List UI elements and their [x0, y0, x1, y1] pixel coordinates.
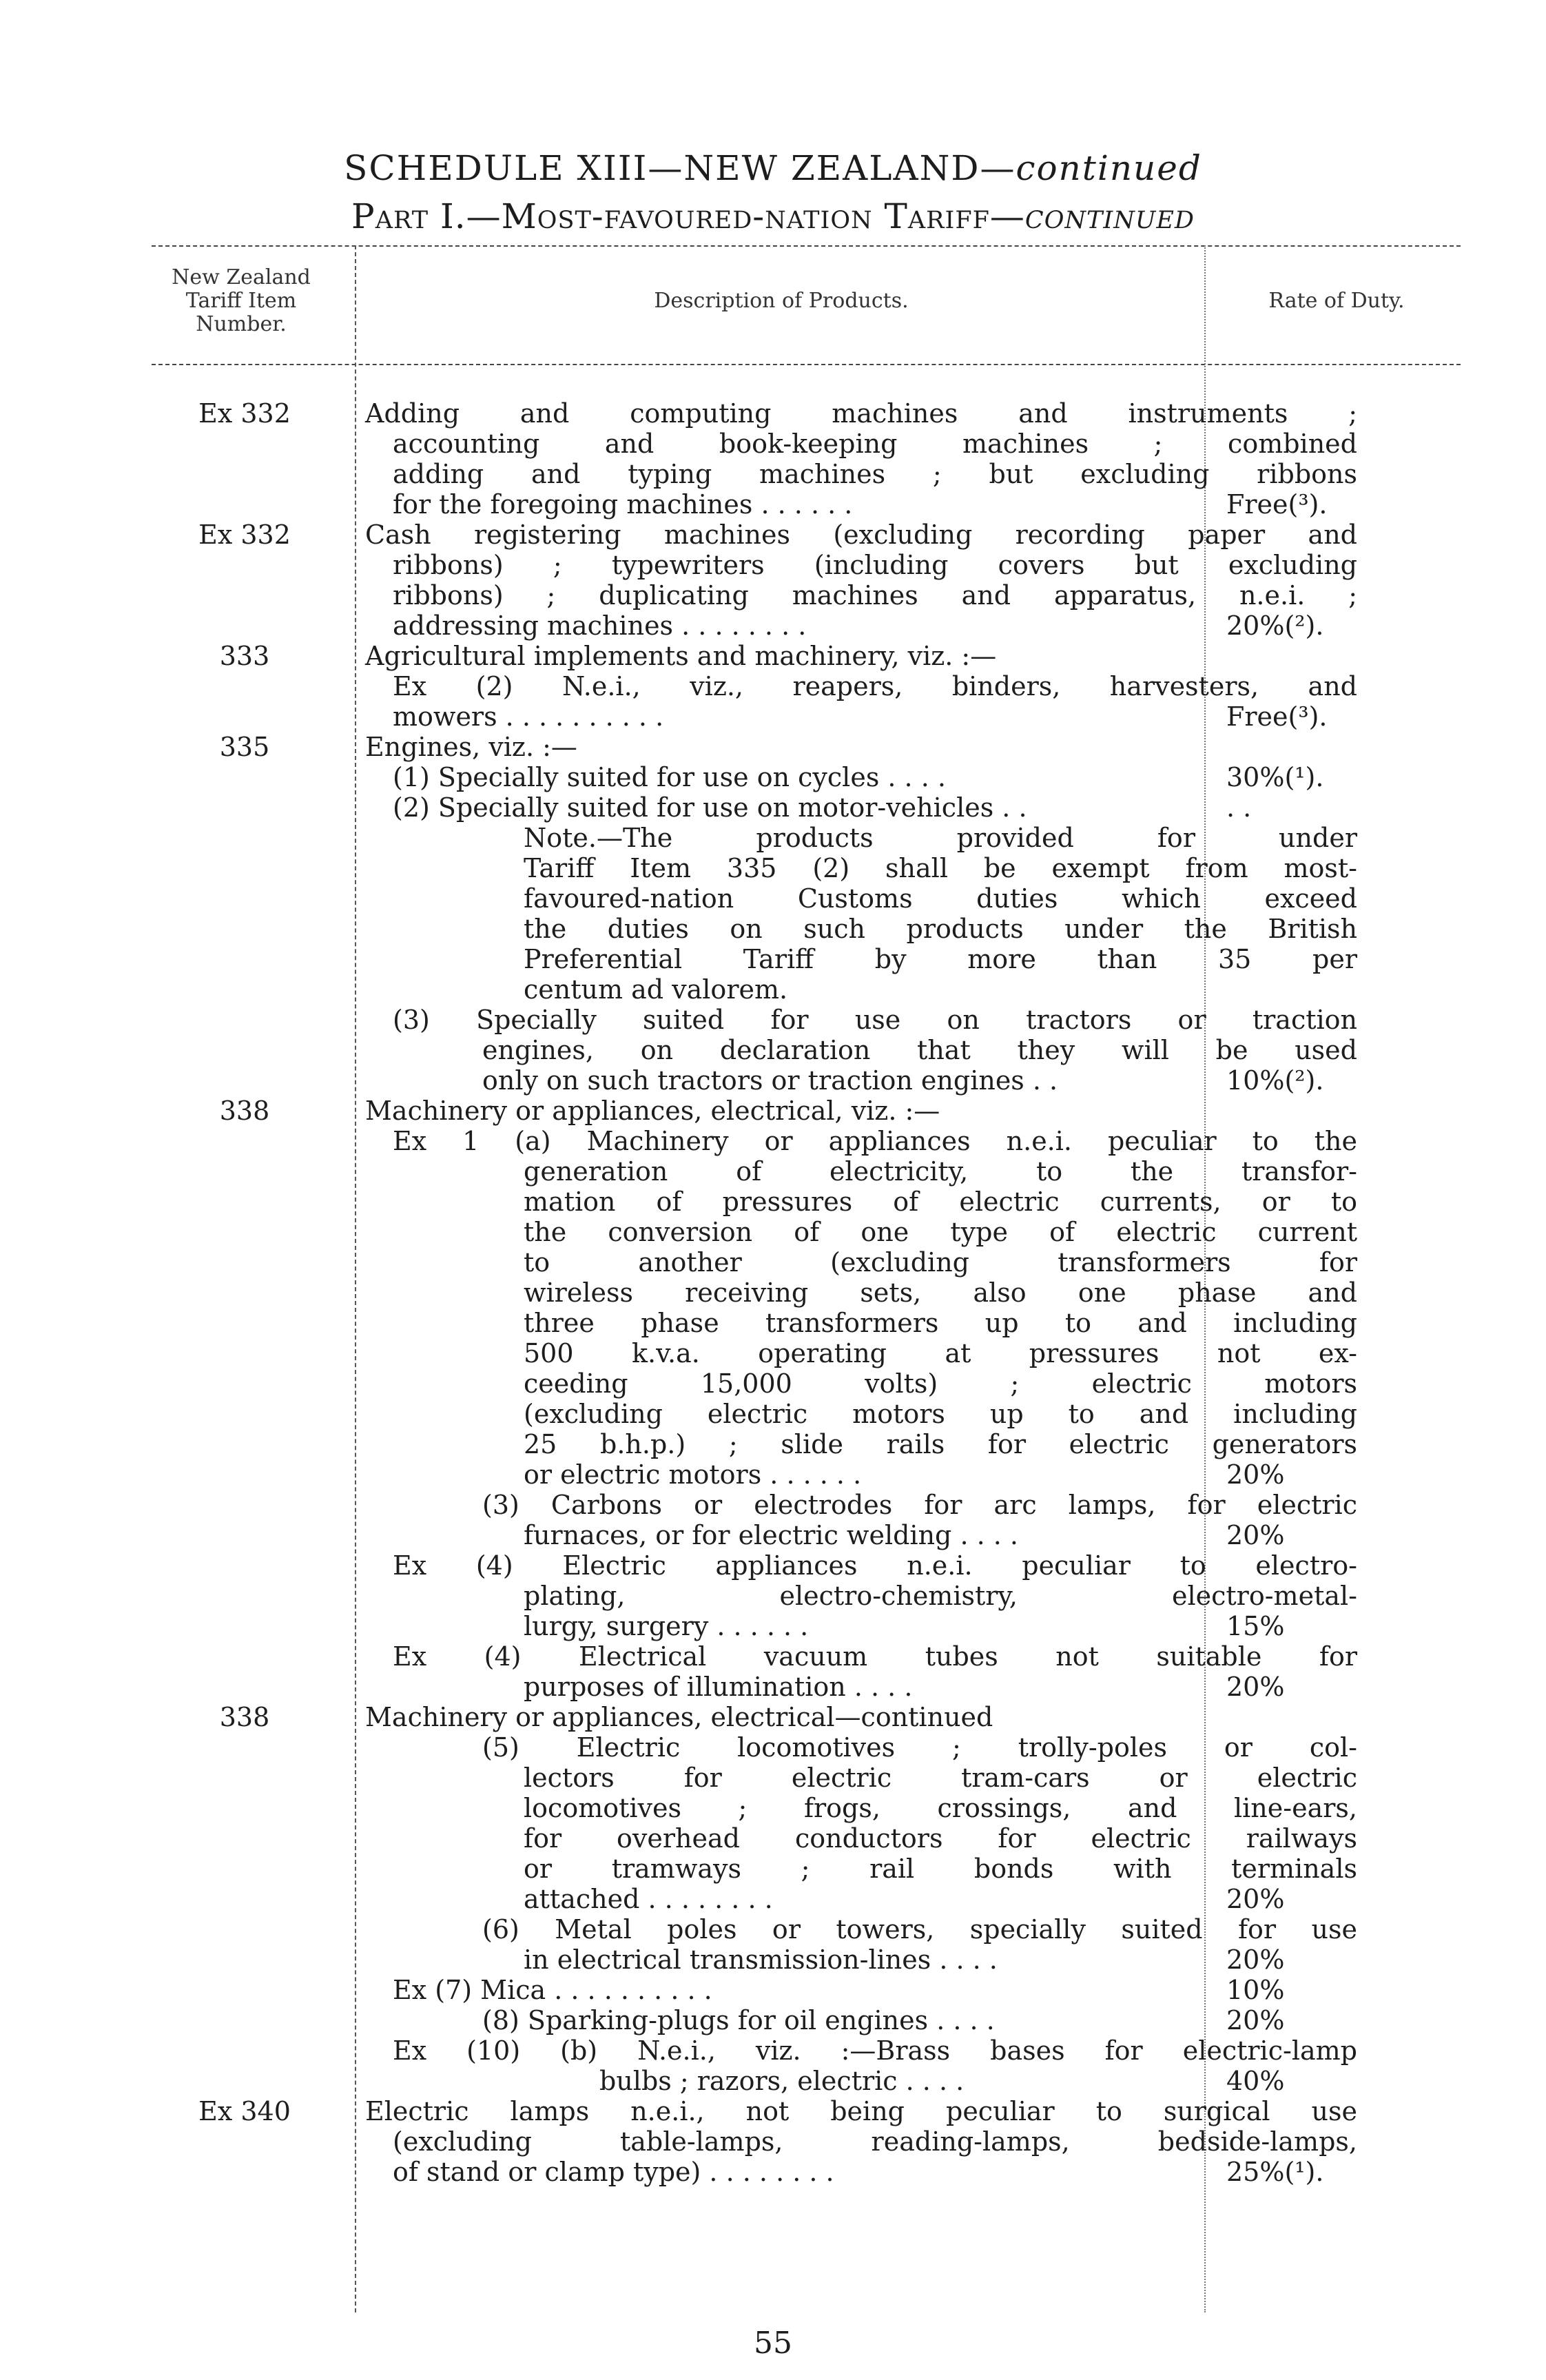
product-description: (3) Specially suited for use on tractors or traction — [393, 1005, 1357, 1035]
duty-rate: 20% — [1226, 1672, 1285, 1702]
table-row — [152, 1459, 1461, 1490]
product-description: (3) Carbons or electrodes for arc lamps, for electric — [482, 1490, 1357, 1520]
column-header-item: New Zealand Tariff Item Number. — [172, 265, 311, 336]
table-row — [152, 520, 1461, 550]
tariff-item-number: Ex 332 — [198, 520, 291, 550]
product-description: (2) Specially suited for use on motor-vehicles . . — [393, 792, 1027, 823]
product-description: only on such tractors or traction engines . . — [482, 1065, 1058, 1096]
table-row — [152, 1793, 1461, 1823]
table-row — [152, 671, 1461, 701]
table-row — [152, 641, 1461, 671]
product-description: Adding and computing machines and instruments ; — [365, 398, 1357, 429]
product-description: Ex (7) Mica . . . . . . . . . . — [393, 1975, 712, 2005]
table-row — [152, 1368, 1461, 1399]
table-row — [152, 1672, 1461, 1702]
table-row — [152, 489, 1461, 520]
product-description: ceeding 15,000 volts) ; electric motors — [524, 1368, 1357, 1399]
table-row — [152, 914, 1461, 944]
product-description: the duties on such products under the British — [524, 914, 1357, 944]
table-row — [152, 2126, 1461, 2157]
duty-rate: 25%(¹). — [1226, 2157, 1324, 2187]
product-description: locomotives ; frogs, crossings, and line-ears, — [524, 1793, 1357, 1823]
product-description: (excluding electric motors up to and including — [524, 1399, 1357, 1429]
product-description: or tramways ; rail bonds with terminals — [524, 1854, 1357, 1884]
tariff-item-number: Ex 332 — [198, 398, 291, 429]
header-bottom-rule — [152, 364, 1461, 365]
table-row — [152, 550, 1461, 580]
product-description: Machinery or appliances, electrical, viz. :— — [365, 1096, 940, 1126]
part-title: Part I.—Most-favoured-nation Tariff—continued — [351, 196, 1195, 236]
product-description: three phase transformers up to and including — [524, 1308, 1357, 1338]
product-description: addressing machines . . . . . . . . — [393, 611, 807, 641]
product-description: Ex (4) Electric appliances n.e.i. peculiar to electro- — [393, 1550, 1357, 1581]
tariff-item-number: Ex 340 — [198, 2096, 291, 2126]
duty-rate: Free(³). — [1226, 701, 1328, 732]
header-top-rule — [152, 245, 1461, 247]
product-description: (5) Electric locomotives ; trolly-poles or col- — [482, 1732, 1357, 1763]
table-row — [152, 580, 1461, 611]
duty-rate: 20% — [1226, 1945, 1285, 1975]
tariff-item-number: 335 — [219, 732, 270, 762]
table-row — [152, 611, 1461, 641]
product-description: of stand or clamp type) . . . . . . . . — [393, 2157, 834, 2187]
table-row — [152, 1854, 1461, 1884]
duty-rate: 20%(²). — [1226, 611, 1324, 641]
table-row — [152, 1975, 1461, 2005]
table-row — [152, 429, 1461, 459]
tariff-item-number: 338 — [219, 1702, 270, 1732]
table-row — [152, 1399, 1461, 1429]
product-description: Preferential Tariff by more than 35 per — [524, 944, 1357, 974]
table-row — [152, 1520, 1461, 1550]
page-number: 55 — [754, 2326, 792, 2361]
duty-rate: 20% — [1226, 1884, 1285, 1914]
table-row — [152, 1732, 1461, 1763]
product-description: lurgy, surgery . . . . . . — [524, 1611, 809, 1641]
table-row — [152, 1187, 1461, 1217]
product-description: 25 b.h.p.) ; slide rails for electric generators — [524, 1429, 1357, 1459]
table-row — [152, 2066, 1461, 2096]
table-row — [152, 792, 1461, 823]
product-description: accounting and book-keeping machines ; combined — [393, 429, 1357, 459]
product-description: Agricultural implements and machinery, viz. :— — [365, 641, 997, 671]
duty-rate: 15% — [1226, 1611, 1285, 1641]
table-row — [152, 459, 1461, 489]
duty-rate: Free(³). — [1226, 489, 1328, 520]
table-row — [152, 1096, 1461, 1126]
product-description: Ex (2) N.e.i., viz., reapers, binders, harvesters, and — [393, 671, 1357, 701]
table-row — [152, 1823, 1461, 1854]
tariff-item-number: 338 — [219, 1096, 270, 1126]
product-description: Ex 1 (a) Machinery or appliances n.e.i. peculiar to the — [393, 1126, 1357, 1156]
table-row — [152, 1065, 1461, 1096]
table-row — [152, 1035, 1461, 1065]
product-description: Engines, viz. :— — [365, 732, 577, 762]
table-row — [152, 1641, 1461, 1672]
table-row — [152, 2005, 1461, 2035]
table-row — [152, 1338, 1461, 1368]
product-description: generation of electricity, to the transfor- — [524, 1156, 1357, 1187]
schedule-title: SCHEDULE XIII—NEW ZEALAND—continued — [344, 148, 1202, 188]
table-row — [152, 883, 1461, 914]
table-row — [152, 1429, 1461, 1459]
table-row — [152, 1763, 1461, 1793]
table-row — [152, 1278, 1461, 1308]
duty-rate: 20% — [1226, 1520, 1285, 1550]
product-description: mation of pressures of electric currents, or to — [524, 1187, 1357, 1217]
table-row — [152, 1611, 1461, 1641]
product-description: wireless receiving sets, also one phase and — [524, 1278, 1357, 1308]
product-description: or electric motors . . . . . . — [524, 1459, 862, 1490]
product-description: ribbons) ; typewriters (including covers but excluding — [393, 550, 1357, 580]
duty-rate: 20% — [1226, 1459, 1285, 1490]
product-description: plating, electro-chemistry, electro-metal- — [524, 1581, 1357, 1611]
table-row — [152, 1005, 1461, 1035]
tariff-item-number: 333 — [219, 641, 270, 671]
table-row — [152, 944, 1461, 974]
product-description: for overhead conductors for electric railways — [524, 1823, 1357, 1854]
product-description: (excluding table-lamps, reading-lamps, bedside-lamps, — [393, 2126, 1357, 2157]
product-description: ribbons) ; duplicating machines and apparatus, n.e.i. ; — [393, 580, 1357, 611]
product-description: attached . . . . . . . . — [524, 1884, 773, 1914]
product-description: 500 k.v.a. operating at pressures not ex- — [524, 1338, 1357, 1368]
product-description: Machinery or appliances, electrical—continued — [365, 1702, 993, 1732]
table-row — [152, 1308, 1461, 1338]
product-description: to another (excluding transformers for — [524, 1247, 1357, 1278]
column-header-rate: Rate of Duty. — [1268, 289, 1405, 313]
product-description: purposes of illumination . . . . — [524, 1672, 913, 1702]
product-description: adding and typing machines ; but excluding ribbons — [393, 459, 1357, 489]
product-description: centum ad valorem. — [524, 974, 788, 1005]
table-row — [152, 701, 1461, 732]
product-description: mowers . . . . . . . . . . — [393, 701, 664, 732]
duty-rate: 20% — [1226, 2005, 1285, 2035]
product-description: (1) Specially suited for use on cycles . . . . — [393, 762, 946, 792]
product-description: furnaces, or for electric welding . . . . — [524, 1520, 1019, 1550]
product-description: Ex (4) Electrical vacuum tubes not suitable for — [393, 1641, 1357, 1672]
product-description: favoured-nation Customs duties which exceed — [524, 883, 1357, 914]
table-row — [152, 398, 1461, 429]
product-description: in electrical transmission-lines . . . . — [524, 1945, 998, 1975]
duty-rate: 10%(²). — [1226, 1065, 1324, 1096]
product-description: (8) Sparking-plugs for oil engines . . . . — [482, 2005, 995, 2035]
table-row — [152, 2035, 1461, 2066]
product-description: engines, on declaration that they will be used — [482, 1035, 1357, 1065]
table-row — [152, 1702, 1461, 1732]
table-row — [152, 1247, 1461, 1278]
table-row — [152, 823, 1461, 853]
duty-rate: 10% — [1226, 1975, 1285, 2005]
table-row — [152, 853, 1461, 883]
table-row — [152, 1126, 1461, 1156]
table-row — [152, 1217, 1461, 1247]
product-description: Electric lamps n.e.i., not being peculiar to surgical use — [365, 2096, 1357, 2126]
table-row — [152, 974, 1461, 1005]
table-row — [152, 1490, 1461, 1520]
duty-rate: 30%(¹). — [1226, 762, 1324, 792]
duty-rate: 40% — [1226, 2066, 1285, 2096]
product-description: for the foregoing machines . . . . . . — [393, 489, 853, 520]
table-row — [152, 1914, 1461, 1945]
table-row — [152, 1884, 1461, 1914]
table-row — [152, 1581, 1461, 1611]
product-description: Cash registering machines (excluding recording paper and — [365, 520, 1357, 550]
table-row — [152, 1156, 1461, 1187]
duty-rate: . . — [1226, 792, 1252, 823]
table-row — [152, 762, 1461, 792]
table-row — [152, 732, 1461, 762]
product-description: the conversion of one type of electric current — [524, 1217, 1357, 1247]
table-row — [152, 2157, 1461, 2187]
table-row — [152, 2096, 1461, 2126]
product-description: (6) Metal poles or towers, specially suited for use — [482, 1914, 1357, 1945]
table-row — [152, 1550, 1461, 1581]
product-description: Note.—The products provided for under — [524, 823, 1357, 853]
product-description: lectors for electric tram-cars or electric — [524, 1763, 1357, 1793]
product-description: Tariff Item 335 (2) shall be exempt from most- — [524, 853, 1357, 883]
column-header-description: Description of Products. — [654, 289, 909, 313]
table-row — [152, 1945, 1461, 1975]
product-description: bulbs ; razors, electric . . . . — [599, 2066, 965, 2096]
product-description: Ex (10) (b) N.e.i., viz. :—Brass bases for electric-lamp — [393, 2035, 1357, 2066]
